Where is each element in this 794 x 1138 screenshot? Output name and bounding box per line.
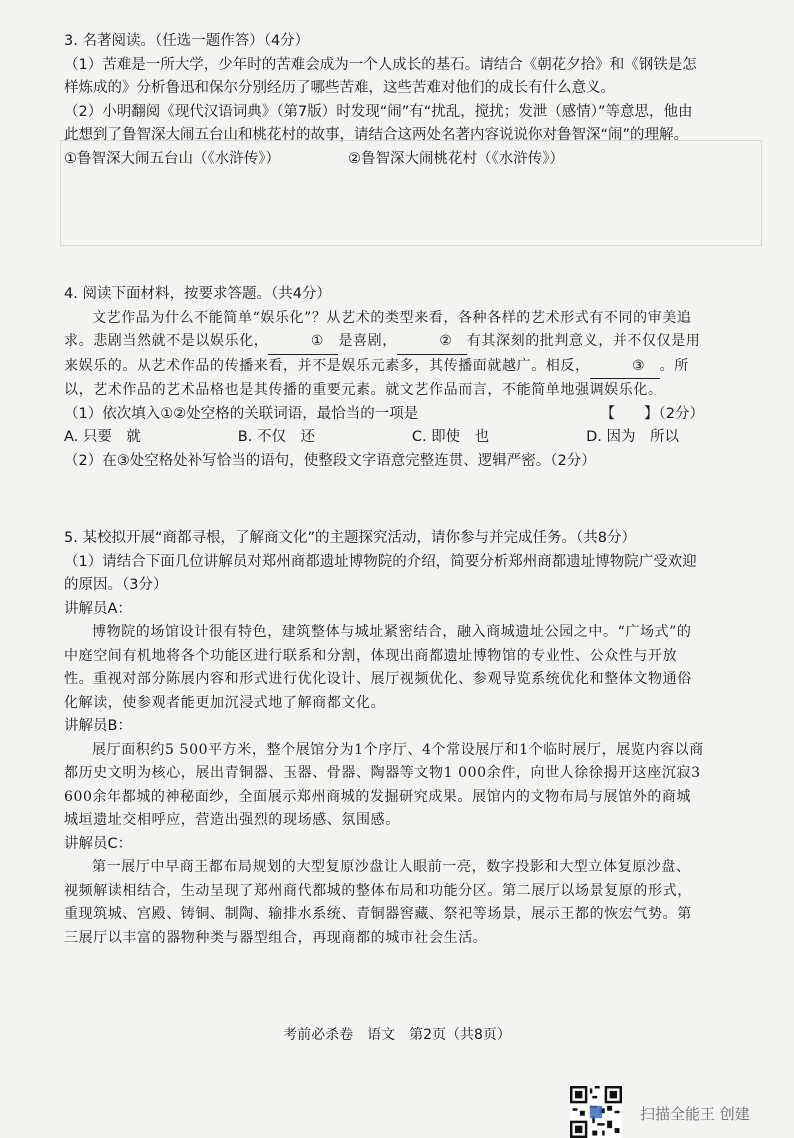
q4-choice-d: D. 因为 所以 [586,429,679,445]
qr-code-icon [570,1086,622,1138]
guide-b-label: 讲解员B： [64,718,132,734]
question-3 [64,30,704,171]
guide-b-text: 展厅面积约5 500平方米，整个展馆分为1个序厅、4个常设展厅和1个临时展厅，展览内容以商都历史文明为核心，展出青铜器、玉器、骨器、陶器等文物1 000余件，向世人徐徐揭开这座沉寂3 600余年都城的神秘面纱，全面展示郑州商城的发掘研究成果。展馆内的文物布局与展馆外的商城城垣遗址交相呼应，营造出强烈的现场感、氛围感。 [64,741,704,828]
scanner-brand: 扫描全能王 创建 [640,1105,750,1123]
q4-passage-d: 。所以，艺术作品的艺术品格也是其传播的重要元素。就文艺作品而言，不能简单地强调娱乐化。 [64,357,689,398]
q4-blank-3: ③ [590,355,660,380]
q4-choice-c: C. 即使 也 [411,429,490,445]
q3-part2: （2）小明翻阅《现代汉语词典》（第7版）时发现“闹”有“扰乱，搅扰；发泄（感情）”等意思，他由此想到了鲁智深大闹五台山和桃花村的故事，请结合这两处名著内容说说你对鲁智深“闹”的理解。 [64,103,693,143]
guide-a-text: 博物院的场馆设计很有特色，建筑整体与城址紧密结合，融入商城遗址公园之中。“广场式”的中庭空间有机地将各个功能区进行联系和分割，体现出商都遗址博物馆的专业性、公众性与开放性。重视对部分陈展内容和形式进行优化设计、展厅视频优化、参观导览系统优化和整体文物通俗化解读，使参观者能更加沉浸式地了解商都文化。 [64,624,692,711]
q3-title: 3. 名著阅读。（任选一题作答）（4分） [64,33,310,49]
q4-choice-b: B. 不仅 还 [237,429,315,445]
question-4 [64,283,704,473]
page-footer: 考前必杀卷 语文 第2页（共8页） [283,1027,511,1043]
q4-blank-1: ① [268,330,338,355]
q4-passage-a: 文艺作品为什么不能简单“娱乐化”？从艺术的类型来看，各种各样的艺术形式有不同的审美追求。悲剧当然就不是以娱乐化， [64,309,692,349]
q3-option-1: ①鲁智深大闹五台山（《水浒传》） [64,150,280,167]
guide-a-label: 讲解员A： [64,600,132,617]
q4-passage-b: 是喜剧， [338,333,397,349]
q4-passage-c: 有其深刻的批判意义，并不仅仅是用来娱乐的。从艺术作品的传播来看，并不是娱乐元素多，其传播面就越广。相反， [64,333,701,374]
q5-sub1: （1）请结合下面几位讲解员对郑州商都遗址博物院的介绍，简要分析郑州商都遗址博物院广受欢迎的原因。（3分） [64,553,697,593]
guide-c-text: 第一展厅中早商王都布局规划的大型复原沙盘让人眼前一亮，数字投影和大型立体复原沙盘、视频解读相结合，生动呈现了郑州商代都城的整体布局和功能分区。第二展厅以场景复原的形式，重现筑城、宫殿、铸铜、制陶、输排水系统、青铜器窖藏、祭祀等场景，展示王都的恢宏气势。第三展厅以丰富的器物种类与器型组合，再现商都的城市社会生活。 [64,859,692,946]
q5-title: 5. 某校拟开展“商都寻根，了解商文化”的主题探究活动，请你参与并完成任务。（共8分） [64,530,636,546]
q4-sub1: （1）依次填入①②处空格的关联词语，最恰当的一项是 [64,405,419,422]
guide-c-label: 讲解员C： [64,835,133,852]
q4-blank-2: ② [397,330,467,355]
q4-title: 4. 阅读下面材料，按要求答题。（共4分） [64,286,331,302]
q3-part1: （1）苦难是一所大学，少年时的苦难会成为一个人成长的基石。请结合《朝花夕拾》和《钢铁是怎样炼成的》分析鲁迅和保尔分别经历了哪些苦难，这些苦难对他们的成长有什么意义。 [64,56,697,96]
q4-sub2: （2）在③处空格处补写恰当的语句，使整段文字语意完整连贯、逻辑严密。（2分） [64,452,596,469]
q4-passage [64,307,704,403]
q4-choice-a: A. 只要 就 [64,429,141,445]
q3-option-2: ②鲁智深大闹桃花村（《水浒传》） [348,150,564,167]
q4-answer-bracket: 【 】（2分） [600,405,704,422]
question-5 [64,527,704,950]
